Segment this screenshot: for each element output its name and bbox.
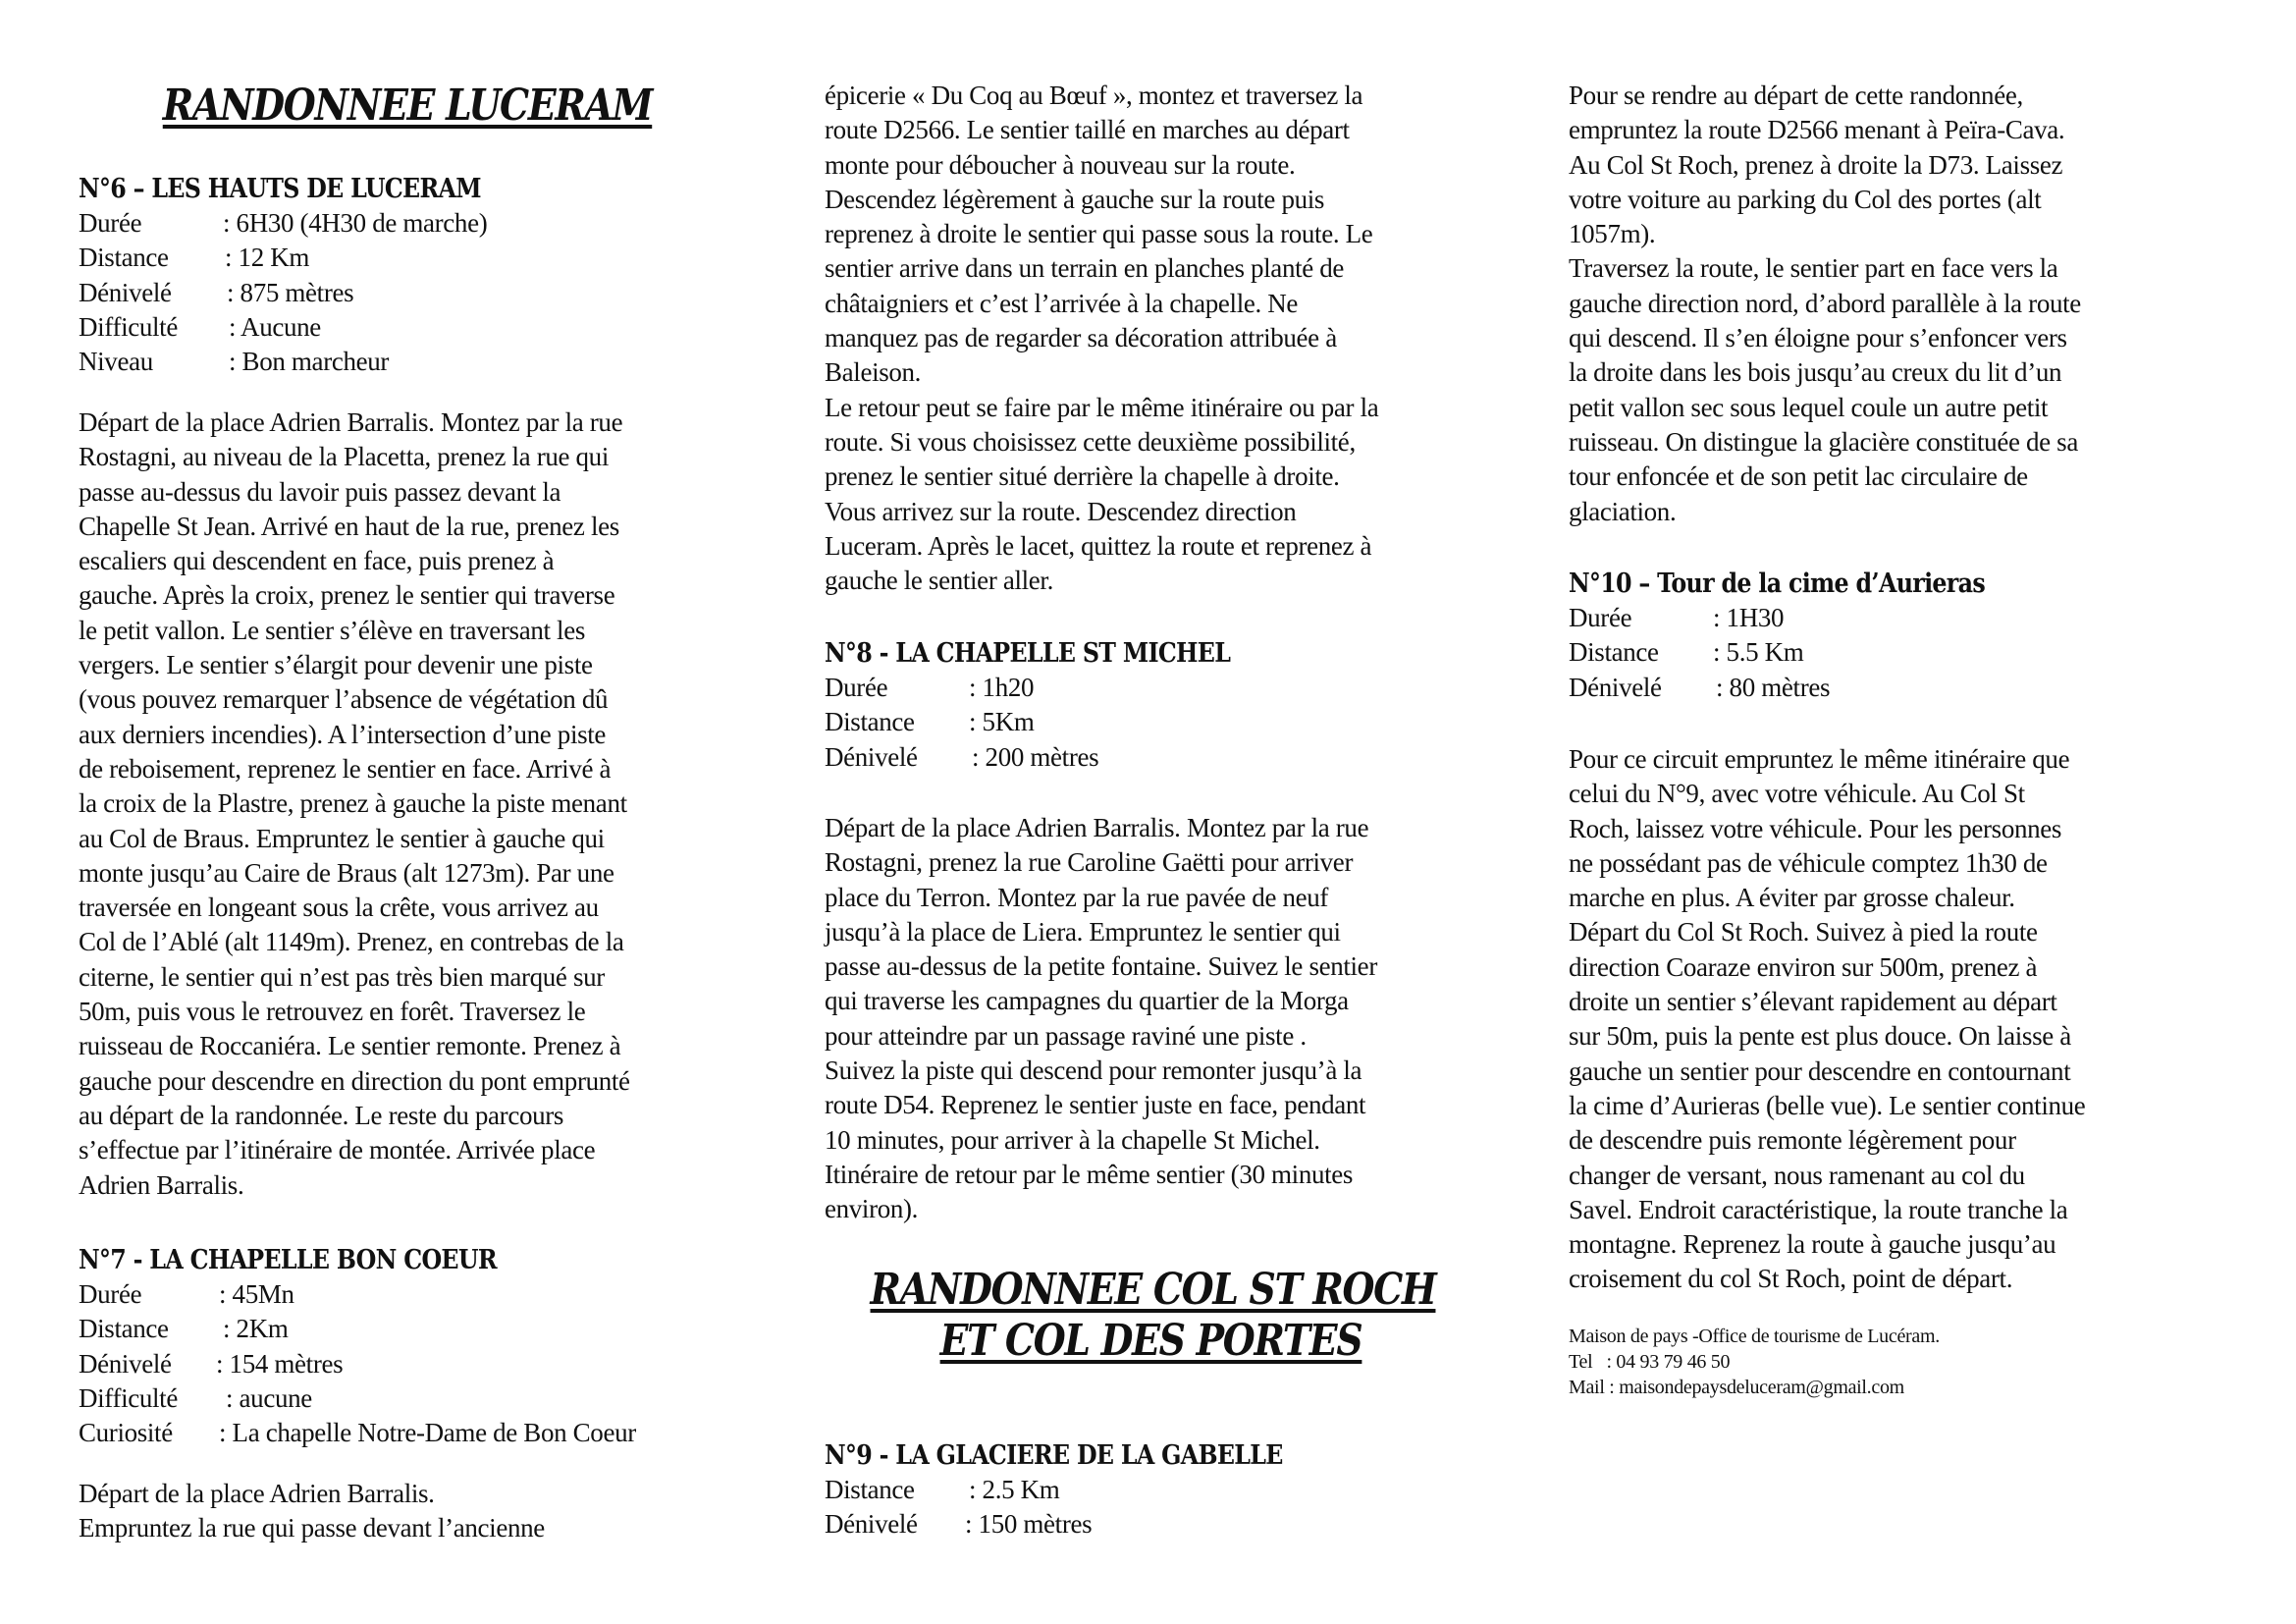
- contact-footer: [1569, 1324, 1940, 1400]
- hike-9-facts: [825, 1473, 1512, 1543]
- text-line: gauche un sentier pour descendre en contournant: [1569, 1056, 2071, 1086]
- fact-distance: [825, 1473, 1512, 1507]
- fact-denivele: [825, 740, 1512, 775]
- fact-label: Durée: [79, 1279, 142, 1309]
- fact-value: : 1H30: [1713, 603, 1785, 632]
- fact-distance: [79, 241, 746, 275]
- text-line: Départ de la place Adrien Barralis. Montez par la rue: [825, 813, 1369, 842]
- fact-duree: [1569, 601, 2256, 635]
- fact-distance: [1569, 635, 2256, 670]
- text-line: Descendez légèrement à gauche sur la route puis: [825, 184, 1325, 214]
- section-title-col-st-roch-line2: ET COL DES PORTES: [939, 1316, 1362, 1366]
- text-line: changer de versant, nous ramenant au col du: [1569, 1160, 2025, 1190]
- text-line: Rostagni, au niveau de la Placetta, prenez la rue qui: [79, 442, 609, 472]
- fact-denivele: [79, 1347, 746, 1381]
- text-line: reprenez à droite le sentier qui passe sous la route. Le: [825, 219, 1373, 249]
- text-line: glaciation.: [1569, 496, 1677, 526]
- text-line: la cime d’Aurieras (belle vue). Le sentier continue: [1569, 1090, 2086, 1120]
- fact-label: Dénivelé: [825, 741, 918, 772]
- text-line: petit vallon sec sous lequel coule un autre petit: [1569, 392, 2049, 422]
- hike-7-heading: N°7 - LA CHAPELLE BON COEUR: [79, 1245, 497, 1275]
- text-line: traversée en longeant sous la crête, vous arrivez au: [79, 893, 599, 923]
- fact-difficulte: [79, 310, 746, 345]
- fact-label: Distance: [79, 243, 169, 273]
- text-line: qui descend. Il s’en éloigne pour s’enfoncer vers: [1569, 323, 2067, 353]
- text-line: environ).: [825, 1194, 919, 1224]
- fact-label: Dénivelé: [825, 1509, 918, 1540]
- text-line: Départ du Col St Roch. Suivez à pied la route: [1569, 917, 2038, 947]
- text-line: Traversez la route, le sentier part en face vers la: [1569, 253, 2058, 284]
- fact-label: Durée: [1569, 603, 1632, 632]
- fact-value: : 5Km: [969, 707, 1035, 737]
- hike-10-block: [1569, 567, 2256, 705]
- fact-label: Durée: [79, 208, 142, 238]
- text-line: Le retour peut se faire par le même itinéraire ou par la: [825, 392, 1379, 422]
- text-line: Pour ce circuit empruntez le même itinéraire que: [1569, 744, 2070, 774]
- text-line: montagne. Reprenez la route à gauche jusqu’au: [1569, 1229, 2056, 1260]
- hike-10-heading: N°10 – Tour de la cime d’Aurieras: [1569, 568, 1985, 599]
- hike-10-description: [1569, 742, 2256, 1297]
- fact-distance: [79, 1312, 746, 1346]
- text-line: gauche le sentier aller.: [825, 566, 1053, 596]
- fact-duree: [825, 671, 1512, 705]
- section-title-randonnee-luceram: RANDONNEE LUCERAM: [162, 81, 653, 131]
- text-line: épicerie « Du Coq au Bœuf », montez et traversez la: [825, 81, 1363, 110]
- text-line: celui du N°9, avec votre véhicule. Au Col St: [1569, 779, 2025, 809]
- hike-6-block: [79, 172, 746, 379]
- text-line: Au Col St Roch, prenez à droite la D73. Laissez: [1569, 149, 2063, 180]
- fact-value: : Aucune: [229, 311, 321, 342]
- footer-phone: Tel : 04 93 79 46 50: [1569, 1351, 1731, 1373]
- text-line: Départ de la place Adrien Barralis. Montez par la rue: [79, 407, 623, 437]
- fact-value: : 12 Km: [225, 243, 310, 273]
- text-line: votre voiture au parking du Col des portes (alt: [1569, 184, 2042, 214]
- text-line: pour atteindre par un passage raviné une piste .: [825, 1020, 1307, 1051]
- text-line: manquez pas de regarder sa décoration attribuée à: [825, 323, 1337, 353]
- fact-distance: [825, 705, 1512, 739]
- text-line: s’effectue par l’itinéraire de montée. Arrivée place: [79, 1135, 596, 1165]
- hike-9-description: [1569, 79, 2256, 529]
- text-line: Adrien Barralis.: [79, 1169, 244, 1200]
- hike-9-block: [825, 1438, 1512, 1543]
- text-line: châtaigniers et c’est l’arrivée à la chapelle. Ne: [825, 288, 1299, 318]
- text-line: sentier arrive dans un terrain en planches planté de: [825, 253, 1345, 284]
- hike-8-block: [825, 636, 1512, 775]
- fact-value: : 45Mn: [219, 1279, 294, 1309]
- text-line: Pour se rendre au départ de cette randonnée,: [1569, 81, 2023, 110]
- fact-label: Dénivelé: [79, 1348, 172, 1379]
- fact-value: : 5.5 Km: [1713, 637, 1804, 668]
- text-line: citerne, le sentier qui n’est pas très bien marqué sur: [79, 961, 605, 992]
- text-line: qui traverse les campagnes du quartier de la Morga: [825, 986, 1349, 1016]
- text-line: de reboisement, reprenez le sentier en face. Arrivé à: [79, 753, 612, 784]
- text-line: le petit vallon. Le sentier s’élève en traversant les: [79, 615, 585, 645]
- text-line: (vous pouvez remarquer l’absence de végétation dû: [79, 684, 609, 715]
- fact-value: : aucune: [226, 1382, 312, 1413]
- text-line: aux derniers incendies). A l’intersection d’une piste: [79, 719, 607, 749]
- text-line: prenez le sentier situé derrière la chapelle à droite.: [825, 461, 1340, 492]
- text-line: croisement du col St Roch, point de départ.: [1569, 1264, 2013, 1294]
- text-line: Empruntez la rue qui passe devant l’ancienne: [79, 1513, 545, 1543]
- fact-label: Distance: [825, 1475, 915, 1504]
- fact-label: Niveau: [79, 347, 153, 377]
- text-line: marche en plus. A éviter par grosse chaleur.: [1569, 883, 2015, 913]
- text-line: ne possédant pas de véhicule comptez 1h30 de: [1569, 847, 2048, 878]
- text-line: route D2566. Le sentier taillé en marches au départ: [825, 115, 1350, 145]
- text-line: jusqu’à la place de Liera. Empruntez le sentier qui: [825, 916, 1341, 947]
- fact-denivele: [825, 1507, 1512, 1542]
- fact-label: Dénivelé: [79, 277, 172, 307]
- footer-email: Mail : maisondepaysdeluceram@gmail.com: [1569, 1377, 1904, 1398]
- text-line: gauche direction nord, d’abord parallèle à la route: [1569, 288, 2081, 318]
- fact-label: Durée: [825, 673, 888, 702]
- fact-value: : 200 mètres: [972, 741, 1099, 772]
- fact-value: : 6H30 (4H30 de marche): [223, 208, 488, 238]
- hike-9-heading: N°9 - LA GLACIERE DE LA GABELLE: [825, 1440, 1283, 1471]
- text-line: gauche. Après la croix, prenez le sentier qui traverse: [79, 580, 615, 611]
- fact-label: Distance: [1569, 637, 1659, 668]
- fact-label: Distance: [825, 707, 915, 737]
- text-line: la droite dans les bois jusqu’au creux du lit d’un: [1569, 357, 2062, 388]
- fact-label: Distance: [79, 1314, 169, 1344]
- text-line: ruisseau. On distingue la glacière constituée de sa: [1569, 426, 2078, 457]
- text-line: droite un sentier s’élevant rapidement au départ: [1569, 987, 2057, 1017]
- hike-8-description: [825, 811, 1512, 1227]
- text-line: route D54. Reprenez le sentier juste en face, pendant: [825, 1090, 1366, 1120]
- hike-6-facts: [79, 206, 746, 379]
- text-line: 50m, puis vous le retrouvez en forêt. Traversez le: [79, 997, 586, 1027]
- text-line: gauche pour descendre en direction du pont emprunté: [79, 1065, 630, 1096]
- text-line: sur 50m, puis la pente est plus douce. On laisse à: [1569, 1021, 2071, 1052]
- text-line: monte jusqu’au Caire de Braus (alt 1273m). Par une: [79, 857, 614, 888]
- text-line: passe au-dessus du lavoir puis passez devant la: [79, 476, 561, 507]
- hike-7-description-continued: [825, 79, 1512, 598]
- text-line: place du Terron. Montez par la rue pavée de neuf: [825, 882, 1329, 912]
- text-line: monte pour déboucher à nouveau sur la route.: [825, 149, 1296, 180]
- fact-duree: [79, 206, 746, 241]
- text-line: la croix de la Plastre, prenez à gauche la piste menant: [79, 788, 627, 819]
- text-line: Départ de la place Adrien Barralis.: [79, 1479, 435, 1508]
- fact-curiosite: [79, 1416, 746, 1450]
- text-line: vergers. Le sentier s’élargit pour devenir une piste: [79, 650, 593, 680]
- hike-8-facts: [825, 671, 1512, 775]
- fact-value: : 154 mètres: [216, 1348, 344, 1379]
- hike-10-facts: [1569, 601, 2256, 705]
- hike-7-facts: [79, 1277, 746, 1450]
- text-line: Suivez la piste qui descend pour remonter jusqu’à la: [825, 1056, 1362, 1086]
- text-line: Chapelle St Jean. Arrivé en haut de la rue, prenez les: [79, 511, 619, 541]
- text-line: au Col de Braus. Empruntez le sentier à gauche qui: [79, 823, 605, 853]
- text-line: Roch, laissez votre véhicule. Pour les personnes: [1569, 813, 2062, 843]
- fact-niveau: [79, 345, 746, 379]
- text-line: tour enfoncée et de son petit lac circulaire de: [1569, 461, 2028, 492]
- text-line: Col de l’Ablé (alt 1149m). Prenez, en contrebas de la: [79, 927, 624, 957]
- text-line: passe au-dessus de la petite fontaine. Suivez le sentier: [825, 951, 1377, 982]
- text-line: Luceram. Après le lacet, quittez la route et reprenez à: [825, 530, 1372, 561]
- hike-7-block: [79, 1243, 746, 1450]
- text-line: 10 minutes, pour arriver à la chapelle St Michel.: [825, 1124, 1320, 1155]
- fact-denivele: [1569, 671, 2256, 705]
- fact-difficulte: [79, 1381, 746, 1416]
- fact-value: : 1h20: [969, 673, 1035, 702]
- fact-duree: [79, 1277, 746, 1312]
- fact-label: Difficulté: [79, 311, 178, 342]
- fact-value: : 80 mètres: [1716, 672, 1831, 702]
- fact-value: : 2.5 Km: [969, 1475, 1060, 1504]
- section-title-col-st-roch-line1: RANDONNEE COL ST ROCH: [870, 1265, 1436, 1315]
- text-line: Rostagni, prenez la rue Caroline Gaëtti pour arriver: [825, 847, 1354, 878]
- text-line: au départ de la randonnée. Le reste du parcours: [79, 1100, 564, 1130]
- text-line: Vous arrivez sur la route. Descendez direction: [825, 496, 1297, 526]
- fact-denivele: [79, 276, 746, 310]
- hike-7-description: [79, 1477, 746, 1546]
- text-line: empruntez la route D2566 menant à Peïra-Cava.: [1569, 115, 2065, 145]
- text-line: route. Si vous choisissez cette deuxième possibilité,: [825, 426, 1356, 457]
- hike-6-description: [79, 406, 746, 1203]
- hike-6-heading: N°6 – LES HAUTS DE LUCERAM: [79, 174, 481, 204]
- fact-label: Curiosité: [79, 1418, 173, 1448]
- text-line: de descendre puis remonte légèrement pour: [1569, 1125, 2016, 1156]
- fact-value: : 2Km: [223, 1314, 289, 1344]
- fact-value: : 150 mètres: [965, 1509, 1093, 1540]
- hike-8-heading: N°8 - LA CHAPELLE ST MICHEL: [825, 638, 1231, 669]
- text-line: direction Coaraze environ sur 500m, prenez à: [1569, 951, 2038, 982]
- text-line: ruisseau de Roccaniéra. Le sentier remonte. Prenez à: [79, 1031, 621, 1061]
- footer-organization: Maison de pays -Office de tourisme de Lucéram.: [1569, 1326, 1940, 1347]
- text-line: Itinéraire de retour par le même sentier (30 minutes: [825, 1159, 1354, 1189]
- fact-value: : Bon marcheur: [229, 347, 390, 377]
- fact-value: : 875 mètres: [227, 277, 354, 307]
- fact-label: Dénivelé: [1569, 672, 1662, 702]
- text-line: escaliers qui descendent en face, puis prenez à: [79, 546, 555, 576]
- fact-value: : La chapelle Notre-Dame de Bon Coeur: [219, 1418, 636, 1448]
- text-line: Savel. Endroit caractéristique, la route tranche la: [1569, 1194, 2068, 1224]
- text-line: 1057m).: [1569, 219, 1656, 249]
- text-line: Baleison.: [825, 357, 922, 388]
- fact-label: Difficulté: [79, 1382, 178, 1413]
